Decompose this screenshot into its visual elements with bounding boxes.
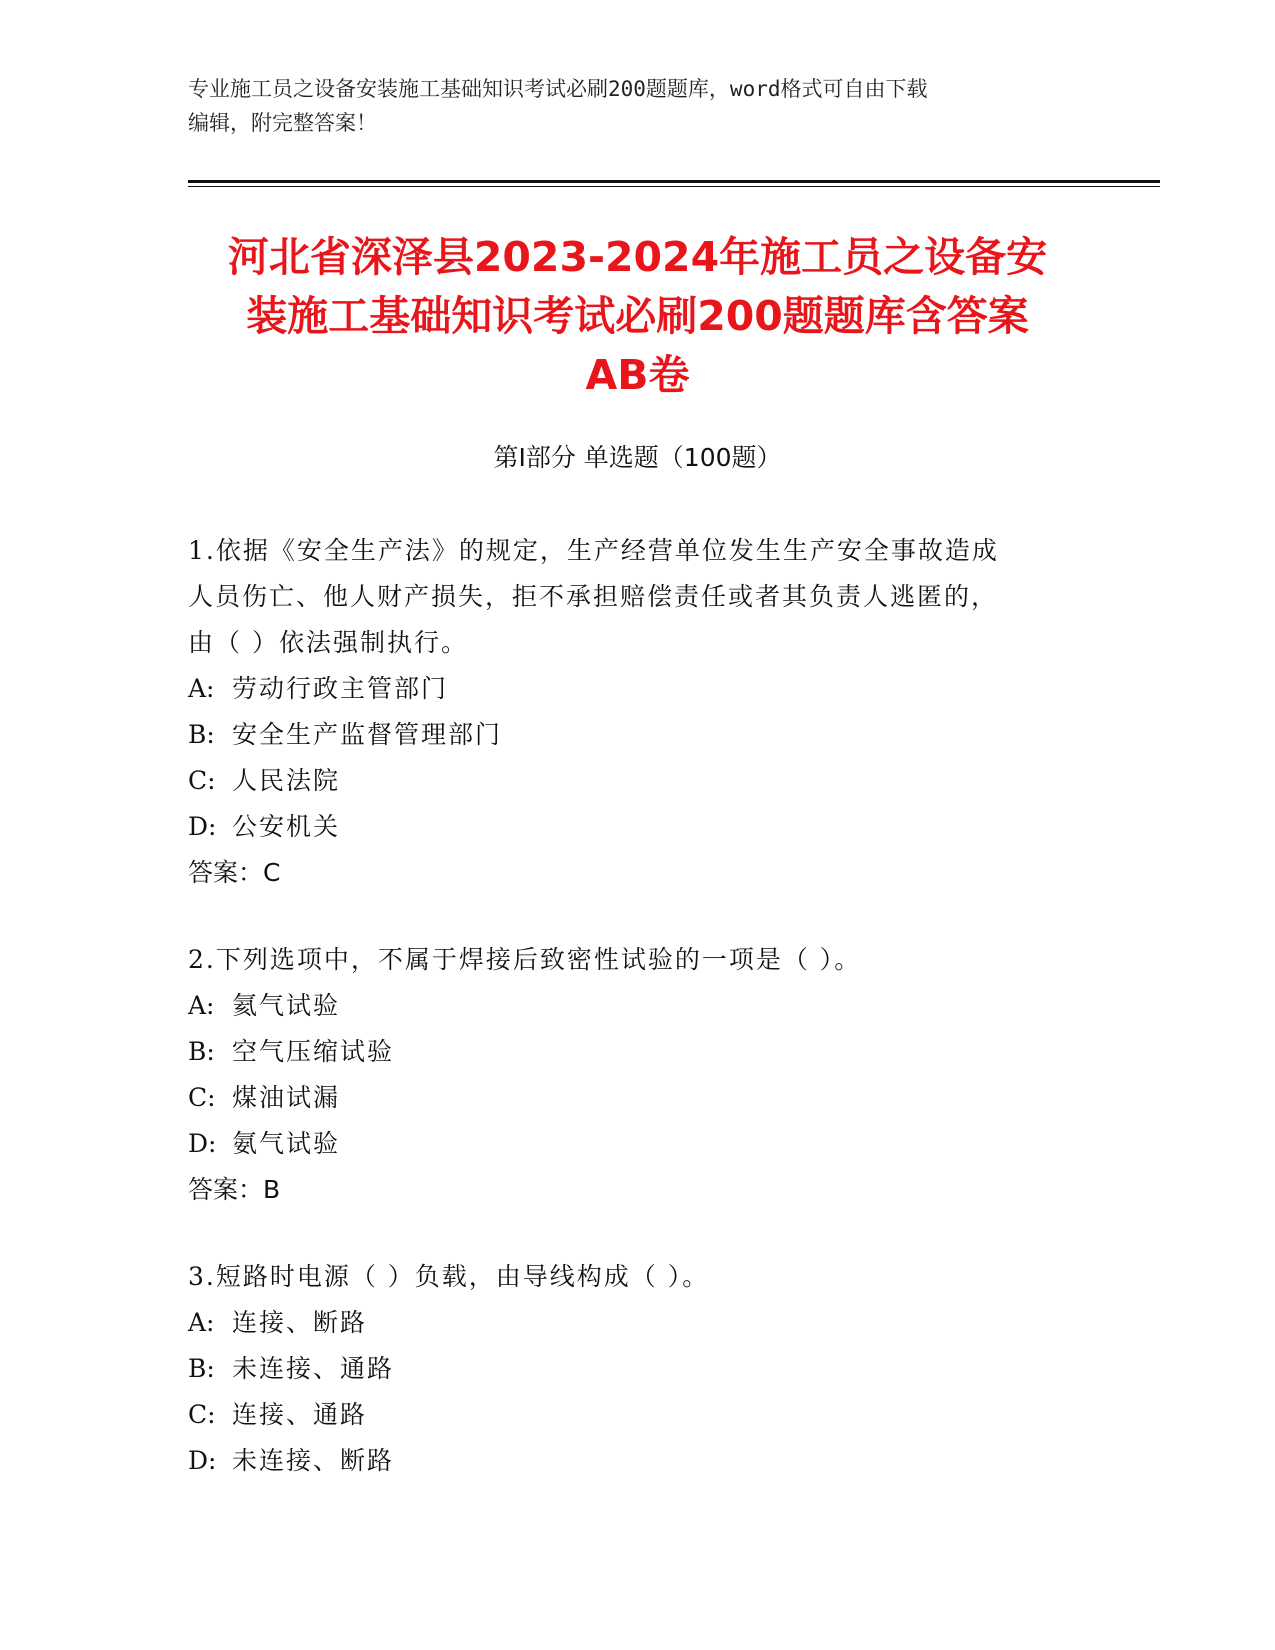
option-key: C: bbox=[188, 1083, 216, 1112]
option-text: 连接、断路 bbox=[232, 1308, 368, 1337]
question-text: 由（ ）依法强制执行。 bbox=[188, 628, 468, 657]
option-d bbox=[188, 1438, 1088, 1484]
question-text: 2.下列选项中，不属于焊接后致密性试验的一项是（ ）。 bbox=[188, 945, 862, 974]
question-text: 人员伤亡、他人财产损失，拒不承担赔偿责任或者其负责人逃匿的， bbox=[188, 582, 999, 611]
option-a bbox=[188, 666, 1088, 712]
question-list bbox=[188, 528, 1088, 1525]
header-divider-thick bbox=[188, 180, 1160, 183]
option-text: 未连接、通路 bbox=[232, 1354, 395, 1383]
header-divider-thin bbox=[188, 186, 1160, 187]
option-c bbox=[188, 1392, 1088, 1438]
question-text: 1.依据《安全生产法》的规定，生产经营单位发生生产安全事故造成 bbox=[188, 536, 999, 565]
answer-line: 答案：B bbox=[188, 1175, 281, 1204]
document-title bbox=[150, 228, 1125, 405]
option-key: D: bbox=[188, 1446, 217, 1475]
header-note-line: 专业施工员之设备安装施工基础知识考试必刷200题题库，word格式可自由下载 bbox=[188, 77, 928, 101]
option-d bbox=[188, 1121, 1088, 1167]
option-text: 煤油试漏 bbox=[232, 1083, 341, 1112]
title-line: AB卷 bbox=[585, 351, 690, 399]
option-key: C: bbox=[188, 1400, 216, 1429]
option-text: 劳动行政主管部门 bbox=[232, 674, 449, 703]
option-text: 安全生产监督管理部门 bbox=[232, 720, 503, 749]
option-text: 氦气试验 bbox=[232, 991, 341, 1020]
option-text: 空气压缩试验 bbox=[232, 1037, 395, 1066]
option-key: A: bbox=[188, 1308, 215, 1337]
option-d bbox=[188, 804, 1088, 850]
section-title: 第Ⅰ部分 单选题（100题） bbox=[493, 443, 782, 472]
option-b bbox=[188, 712, 1088, 758]
answer-line: 答案：C bbox=[188, 858, 281, 887]
question-1 bbox=[188, 528, 1088, 896]
question-text: 3.短路时电源（ ）负载，由导线构成（ ）。 bbox=[188, 1262, 710, 1291]
option-text: 氨气试验 bbox=[232, 1129, 341, 1158]
option-b bbox=[188, 1346, 1088, 1392]
header-note-line: 编辑，附完整答案！ bbox=[188, 111, 377, 135]
option-key: B: bbox=[188, 1037, 215, 1066]
option-key: A: bbox=[188, 991, 215, 1020]
option-a bbox=[188, 983, 1088, 1029]
option-key: B: bbox=[188, 1354, 215, 1383]
title-line: 河北省深泽县2023-2024年施工员之设备安 bbox=[227, 233, 1048, 281]
option-b bbox=[188, 1029, 1088, 1075]
question-3 bbox=[188, 1254, 1088, 1484]
header-note bbox=[188, 72, 1088, 140]
option-key: B: bbox=[188, 720, 215, 749]
option-c bbox=[188, 758, 1088, 804]
option-key: D: bbox=[188, 812, 217, 841]
option-text: 人民法院 bbox=[232, 766, 341, 795]
option-text: 连接、通路 bbox=[232, 1400, 368, 1429]
title-line: 装施工基础知识考试必刷200题题库含答案 bbox=[246, 292, 1029, 340]
option-a bbox=[188, 1300, 1088, 1346]
option-text: 公安机关 bbox=[232, 812, 341, 841]
option-text: 未连接、断路 bbox=[232, 1446, 395, 1475]
question-2 bbox=[188, 937, 1088, 1213]
option-key: D: bbox=[188, 1129, 217, 1158]
option-c bbox=[188, 1075, 1088, 1121]
option-key: A: bbox=[188, 674, 215, 703]
option-key: C: bbox=[188, 766, 216, 795]
